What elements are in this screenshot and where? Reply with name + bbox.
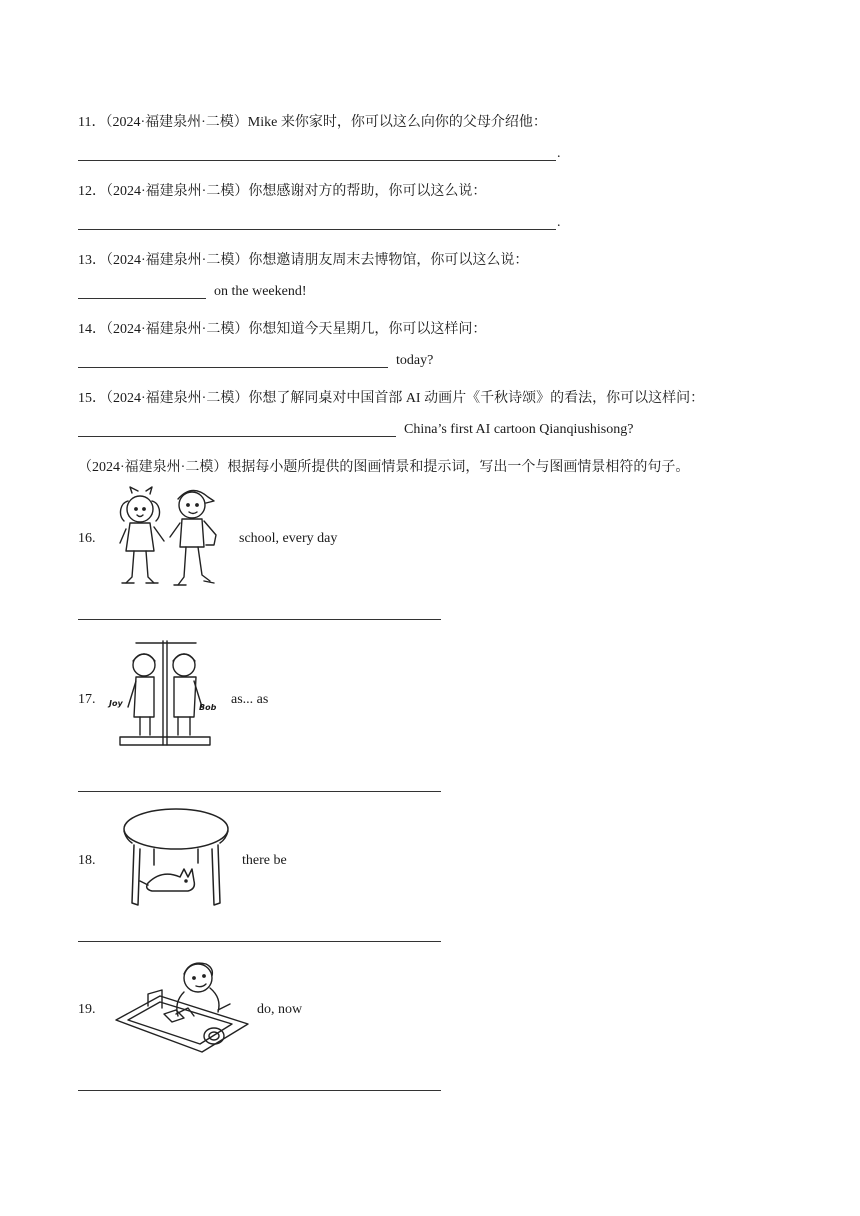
answer-blank[interactable] <box>78 298 206 299</box>
answer-suffix: on the weekend! <box>214 284 307 299</box>
answer-blank[interactable] <box>78 941 441 942</box>
answer-suffix: . <box>557 146 561 161</box>
answer-blank[interactable] <box>78 229 556 230</box>
item-number: 19. <box>78 1002 96 1017</box>
label-bob: Bob <box>199 703 217 712</box>
answer-blank[interactable] <box>78 619 441 620</box>
answer-blank[interactable] <box>78 367 388 368</box>
question-text: 13．（2024·福建泉州·二模）你想邀请朋友周末去博物馆，你可以这么说： <box>78 253 529 268</box>
answer-blank[interactable] <box>78 436 396 437</box>
answer-suffix: China’s first AI cartoon Qianqiushisong? <box>404 422 634 437</box>
answer-suffix: . <box>557 215 561 230</box>
hint-words: there be <box>242 853 287 868</box>
hint-words: as... as <box>231 692 269 707</box>
question-text: 11．（2024·福建泉州·二模）Mike 来你家时，你可以这么向你的父母介绍他： <box>78 115 547 130</box>
answer-blank[interactable] <box>78 791 441 792</box>
two-children-walking-image <box>110 485 232 595</box>
boy-washing-dishes-image <box>114 958 250 1054</box>
question-text: 14．（2024·福建泉州·二模）你想知道今天星期几，你可以这样问： <box>78 322 487 337</box>
hint-words: do, now <box>257 1002 303 1017</box>
height-measure-image <box>106 637 224 749</box>
answer-blank[interactable] <box>78 160 556 161</box>
section-instruction: （2024·福建泉州·二模）根据每小题所提供的图画情景和提示词，写出一个与图画情景相符的句子。 <box>78 460 690 475</box>
hint-words: school, every day <box>239 531 338 546</box>
cat-under-table-image <box>118 805 234 915</box>
question-text: 12．（2024·福建泉州·二模）你想感谢对方的帮助，你可以这么说： <box>78 184 487 199</box>
answer-blank[interactable] <box>78 1090 441 1091</box>
question-text: 15．（2024·福建泉州·二模）你想了解同桌对中国首部 AI 动画片《千秋诗颂》的看法，你可以这样问： <box>78 391 705 406</box>
label-joy: Joy <box>109 699 123 708</box>
answer-suffix: today? <box>396 353 434 368</box>
item-number: 18. <box>78 853 96 868</box>
item-number: 16. <box>78 531 96 546</box>
item-number: 17. <box>78 692 96 707</box>
